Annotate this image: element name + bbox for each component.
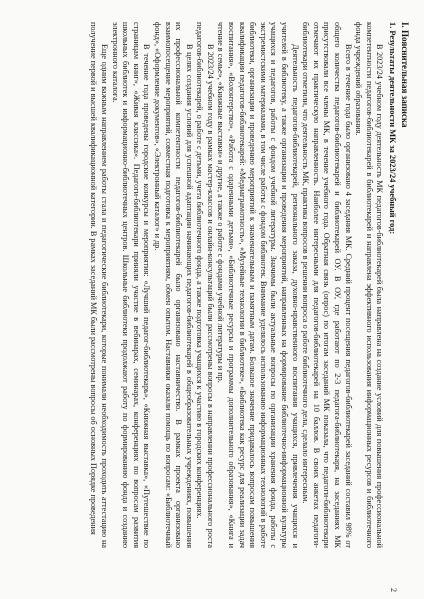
paragraph: В 2023/24 учебном году в рамках мастер-классов и онлайн-консультаций были рассмотрены вопросы в направлении профессионального роста педагогов-библиотекарей, о работе с детьми, учета библиотечного фонда, а также подготовка учащихся к участию в городских конференциях. [195,22,215,548]
paragraph: Еще одним важным направлением работы стала и педагогические библиотекари, которые понимали необходимость проходить аттестацию на получение первой и высшей квалификационной категории. В рамках заседаний МК были рассмотрены вопросы об основных Порядке проведения [89,22,109,548]
paragraph: В 2023/24 учебном году деятельность МК педагогов-библиотекарей была направлена на создание условий для повышения профессиональной компетентности педагогов-библиотекарей в библиотекарей и направлена эффективного использования информационных ресурсов и библиотечного фонда учреждений образования. [354,22,385,548]
paragraph: Всего в течение года было организовано 4 заседания МК. Средний процент посещения педагогов-библиотекарей заседаний составил 98% от общего количества педагогов-библиотекарей и библиотекарей ОУ. В ОУ, где работают по 2-3 педагога-библиотекаря, на заседаниях МК присутствовали все члены МК, в течение учебного года. Обратная связь (опрос) по итогам заседаний МК показала, что педагоги-библиотекари отмечают их практическую направленность. Наиболее интересными для педагогов-библиотекарей на 10 баллов. В своих анкетах педагоги-библиотекари отметили, что деятельность МК, практика вопросов в решении вопроса о работе библиотечного дела, сделало интересным. [301,22,353,548]
paragraph: Деятельность педагогов-библиотекарей, регионального заказа, духовно-нравственного воспитания учащихся, привлечения учащихся и учителей в библиотеку, а также организации и проведения мероприятий, направленных на формирование библиотечно-информационной культуры учащихся и педагогов, работы с фондом учебной литературы. Значимы были актуальные вопросы по организации хранения фонда, работы с экстремистскими материалами, в том числе работы с фондом библиотек. Внимание уделялось использованию информационных технологий в работе библиотеки, организации и проведению мероприятий к знаменательным и памятным датам. Большое значение придавалось вопросам повышения квалификации педагогов-библиотекарей: «Медиаграмотность», «Музейные технологии в библиотеке», «Библиотека как ресурс для реализации задач воспитания», «Волонтерство», «Работа с одаренными детьми», «Библиотечные ресурсы и программы дополнительного образования», «Книга и чтение в семье», «Книжные выставки» и другие, а также о работе с фондами учебной литературы и пр. [216,22,300,548]
rotated-text-block [14,0,424,570]
section-title: I. Пояснительная записка [400,22,410,128]
page-number: 2 [389,588,398,592]
paragraph: В течение года проведены городские конкурсы и мероприятия: «Лучший педагог-библиотекарь», «Книжная выставка», «Путешествие по страницам книг», «Живая классика». Педагоги-библиотекари приняли участие в вебинарах, семинарах, конференциях по вопросам развития школьных библиотек и информационно-библиотечных центров. Школьные библиотеки продолжают работу по формированию фонда и созданию электронного каталога. [110,22,152,548]
paragraph: В целях создания условий для успешной адаптации начинающих педагогов-библиотекарей в общеобразовательных учреждениях, повышения их профессиональной компетентности педагогов-библиотекарей было организовано наставничество. В рамках проекта организовано взаимопосещение мероприятий, совместная подготовка к мероприятиям, обмен опытом. Наставники оказали помощь по вопросам: «Библиотечный фонд», «Оформление документов», «Электронный каталог» и др. [152,22,194,548]
subsection-title: 1. Результаты деятельности МК за 2023/24 учебный год: [388,22,397,235]
